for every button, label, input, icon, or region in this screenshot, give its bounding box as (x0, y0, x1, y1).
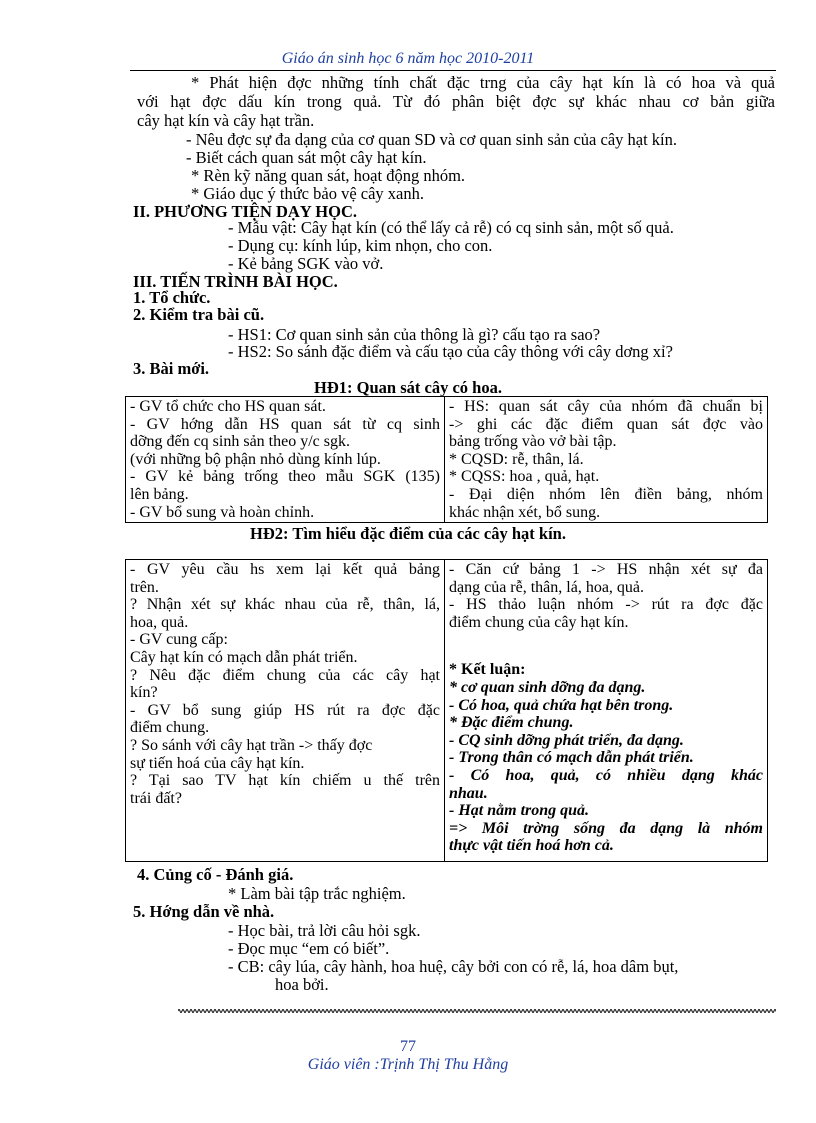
teacher-column (126, 560, 445, 862)
cell-line: - Căn cứ bảng 1 -> HS nhận xét sự đa (449, 561, 763, 578)
cell-line: (với những bộ phận nhỏ dùng kính lúp. (130, 450, 381, 468)
homework-item: - CB: cây lúa, cây hành, hoa huệ, cây bởi con có rễ, lá, hoa dâm bụt, (228, 957, 679, 976)
cell-line: Cây hạt kín có mạch dẫn phát triển. (130, 648, 358, 666)
teacher-column (126, 397, 445, 523)
cell-line: kín? (130, 684, 158, 702)
conclusion-line: => Môi trờng sống đa dạng là nhóm (449, 819, 763, 837)
section-heading: II. PHƯƠNG TIỆN DẠY HỌC. (133, 202, 357, 221)
objective-line: với hạt đợc dấu kín trong quả. Từ đó phân biệt đợc sự khác nhau cơ bản giữa (137, 92, 775, 111)
cell-line: - GV bổ sung và hoàn chỉnh. (130, 503, 315, 521)
cell-line: - GV tổ chức cho HS quan sát. (130, 398, 326, 415)
objective-line: cây hạt kín và cây hạt trần. (137, 111, 315, 130)
cell-line: ? Nêu đặc điểm chung của các cây hạt (130, 666, 440, 684)
cell-line: hoa, quả. (130, 613, 189, 631)
teacher-name: Giáo viên :Trịnh Thị Thu Hằng (307, 1056, 509, 1073)
cell-line: sự tiến hoá của cây hạt kín. (130, 754, 305, 772)
conclusion-line: * Đặc điểm chung. (449, 714, 574, 732)
conclusion-line: * cơ quan sinh dỡng đa dạng. (449, 678, 646, 696)
materials-item: - Kẻ bảng SGK vào vở. (228, 254, 384, 273)
conclusion-line: nhau. (449, 784, 488, 802)
cell-line: - GV cung cấp: (130, 631, 228, 649)
review-item: * Làm bài tập trắc nghiệm. (228, 884, 406, 903)
cell-gap (449, 631, 763, 661)
materials-item: - Mẫu vật: Cây hạt kín (có thể lấy cả rễ) có cq sinh sản, một số quả. (228, 218, 674, 237)
wavy-divider (178, 1007, 776, 1015)
homework-item: - Đọc mục “em có biết”. (228, 939, 390, 958)
student-column (445, 560, 768, 862)
cell-line: trái đất? (130, 789, 182, 807)
cell-line: - Đại diện nhóm lên điền bảng, nhóm (449, 485, 763, 503)
objective-line: * Phát hiện đợc những tính chất đặc trng của cây hạt kín là có hoa và quả (191, 73, 775, 92)
student-column (445, 397, 768, 523)
cell-line: ? Tại sao TV hạt kín chiếm u thế trên (130, 772, 440, 790)
objective-line: - Nêu đợc sự đa dạng của cơ quan SD và cơ quan sinh sản của cây hạt kín. (186, 130, 678, 149)
cell-line: ? So sánh với cây hạt trần -> thấy đợc (130, 736, 373, 754)
cell-line: - GV bổ sung giúp HS rút ra đợc đặc (130, 701, 440, 719)
cell-line: dỡng đến cq sinh sản theo y/c sgk. (130, 433, 350, 451)
cell-line: - HS: quan sát cây của nhóm đã chuẩn bị (449, 398, 763, 415)
header-rule (130, 70, 776, 71)
objective-line: * Rèn kỹ năng quan sát, hoạt động nhóm. (191, 166, 466, 185)
step-heading: 5. Hớng dẫn về nhà. (133, 902, 275, 921)
step-heading: 4. Củng cố - Đánh giá. (137, 865, 294, 884)
check-item: - HS2: So sánh đặc điểm và cấu tạo của cây thông với cây dơng xỉ? (228, 342, 673, 361)
activity-table (125, 559, 768, 862)
cell-line: - GV hớng dẫn HS quan sát từ cq sinh (130, 415, 440, 433)
cell-line: ? Nhận xét sự khác nhau của rễ, thân, lá, (130, 596, 440, 614)
cell-line: - GV kẻ bảng trống theo mẫu SGK (135) (130, 468, 440, 486)
step-heading: 2. Kiểm tra bài cũ. (133, 305, 265, 324)
page-number: 77 (400, 1038, 416, 1055)
activity-title: HĐ2: Tìm hiểu đặc điểm của các cây hạt kín. (250, 524, 566, 543)
conclusion-line: - Hạt nằm trong quả. (449, 802, 590, 820)
conclusion-line: - CQ sinh dỡng phát triển, đa dạng. (449, 731, 684, 749)
cell-line: - GV yêu cầu hs xem lại kết quả bảng (130, 561, 440, 578)
activity-table (125, 396, 768, 523)
cell-line: lên bảng. (130, 485, 189, 503)
cell-line: - HS thảo luận nhóm -> rút ra đợc đặc (449, 596, 763, 614)
activity-title: HĐ1: Quan sát cây có hoa. (314, 378, 502, 397)
homework-item: - Học bài, trả lời câu hỏi sgk. (228, 921, 421, 940)
step-heading: 1. Tổ chức. (133, 288, 211, 307)
materials-item: - Dụng cụ: kính lúp, kim nhọn, cho con. (228, 236, 493, 255)
step-heading: 3. Bài mới. (133, 359, 210, 378)
objective-line: * Giáo dục ý thức bảo vệ cây xanh. (191, 184, 424, 203)
cell-line: điểm chung. (130, 719, 210, 737)
check-item: - HS1: Cơ quan sinh sản của thông là gì? cấu tạo ra sao? (228, 325, 601, 344)
homework-item: hoa bởi. (275, 975, 329, 994)
conclusion-line: - Trong thân có mạch dẫn phát triển. (449, 749, 694, 767)
cell-line: dạng của rễ, thân, lá, hoa, quả. (449, 578, 645, 596)
cell-line: bảng trống vào vở bài tập. (449, 433, 617, 451)
cell-line: khác nhận xét, bổ sung. (449, 503, 601, 521)
conclusion-line: - Có hoa, quả, có nhiều dạng khác (449, 766, 763, 784)
section-heading: III. TIẾN TRÌNH BÀI HỌC. (133, 272, 338, 291)
conclusion-line: thực vật tiến hoá hơn cả. (449, 837, 614, 855)
conclusion-line: - Có hoa, quả chứa hạt bên trong. (449, 696, 674, 714)
cell-line: điểm chung của cây hạt kín. (449, 613, 629, 631)
conclusion-title: * Kết luận: (449, 661, 526, 679)
objective-line: - Biết cách quan sát một cây hạt kín. (186, 148, 427, 167)
page-header: Giáo án sinh học 6 năm học 2010-2011 (281, 50, 535, 67)
cell-line: * CQSS: hoa , quả, hạt. (449, 468, 600, 486)
cell-line: trên. (130, 578, 159, 596)
cell-line: -> ghi các đặc điểm quan sát đợc vào (449, 415, 763, 433)
cell-line: * CQSD: rễ, thân, lá. (449, 450, 584, 468)
